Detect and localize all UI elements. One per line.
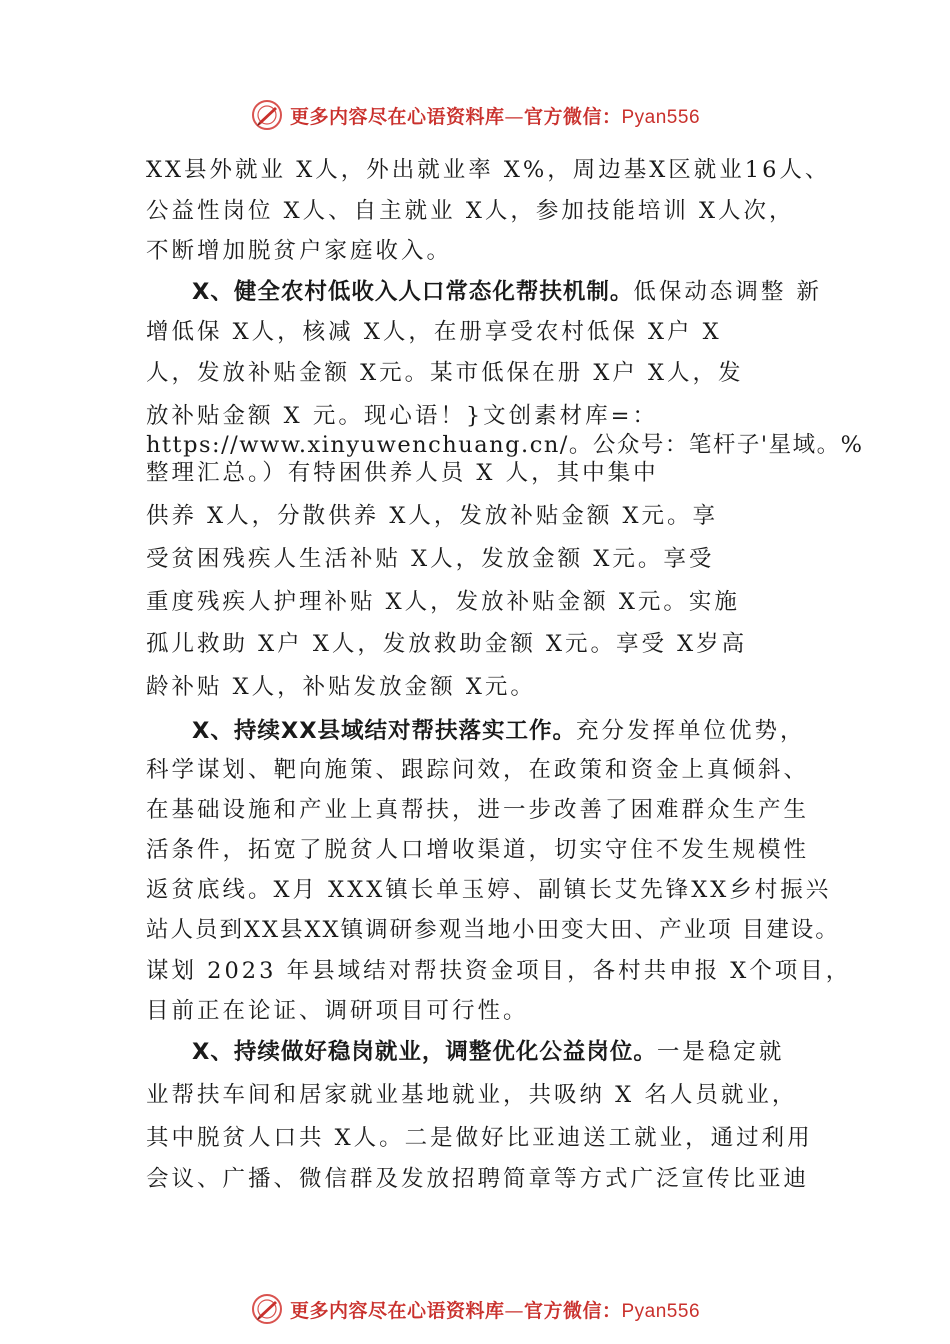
header-banner <box>0 95 950 135</box>
body-line: 孤儿救助 X户 X人，发放救助金额 X元。享受 X岁高 <box>146 631 748 657</box>
section-1-text: 低保动态调整 新 <box>633 279 823 305</box>
body-line-url: https://www.xinyuwenchuang.cn/。公众号：笔杆子'星域。% <box>146 432 864 458</box>
footer-separator: — <box>504 1299 524 1322</box>
header-text <box>290 102 700 129</box>
body-line: 受贫困残疾人生活补贴 X人，发放金额 X元。享受 <box>146 546 715 572</box>
body-line: 谋划 2023 年县域结对帮扶资金项目，各村共申报 X个项目， <box>146 958 852 984</box>
section-2-heading: X、持续XX县域结对帮扶落实工作。 <box>192 718 577 744</box>
footer-brand: 更多内容尽在心语资料库 <box>289 1299 505 1322</box>
body-line: 放补贴金额 X 元。现心语！}文创素材库=： <box>146 403 658 429</box>
body-line: 重度残疾人护理补贴 X人，发放补贴金额 X元。实施 <box>146 589 740 615</box>
brand-logo-icon <box>250 1292 284 1326</box>
body-line: 增低保 X人，核减 X人，在册享受农村低保 X户 X <box>146 319 722 345</box>
header-brand: 更多内容尽在心语资料库 <box>289 105 505 128</box>
section-3-text: 一是稳定就 <box>656 1039 785 1065</box>
section-3-first-line <box>192 1041 784 1064</box>
header-separator: — <box>504 105 524 128</box>
body-line: 业帮扶车间和居家就业基地就业，共吸纳 X 名人员就业， <box>146 1082 798 1108</box>
body-line: 公益性岗位 X人、自主就业 X人，参加技能培训 X人次， <box>146 198 795 224</box>
header-wechat-label: 官方微信： <box>523 105 622 128</box>
body-line: 供养 X人，分散供养 X人，发放补贴金额 X元。享 <box>146 503 719 529</box>
body-line: 整理汇总。）有特困供养人员 X 人，其中集中 <box>146 460 659 486</box>
body-line: 目前正在论证、调研项目可行性。 <box>146 998 529 1024</box>
footer-wechat-id: Pyan556 <box>621 1300 701 1322</box>
section-2-text: 充分发挥单位优势， <box>576 718 806 744</box>
body-line: 在基础设施和产业上真帮扶，进一步改善了困难群众生产生 <box>146 797 810 823</box>
body-line: 返贫底线。X月 XXX镇长单玉婷、副镇长艾先锋XX乡村振兴 <box>146 877 832 903</box>
body-line: 其中脱贫人口共 X人。二是做好比亚迪送工就业，通过利用 <box>146 1125 813 1151</box>
body-line: 不断增加脱贫户家庭收入。 <box>146 238 453 264</box>
body-line: 龄补贴 X人，补贴发放金额 X元。 <box>146 674 536 700</box>
section-3-heading: X、持续做好稳岗就业，调整优化公益岗位。 <box>192 1039 657 1065</box>
body-line: 站人员到XX县XX镇调研参观当地小田变大田、产业项 目建设。 <box>146 917 840 943</box>
body-line: 会议、广播、微信群及发放招聘简章等方式广泛宣传比亚迪 <box>146 1166 810 1192</box>
footer-banner <box>0 1289 950 1329</box>
header-wechat-id: Pyan556 <box>621 106 701 128</box>
footer-wechat-label: 官方微信： <box>523 1299 622 1322</box>
brand-logo-icon <box>250 98 284 132</box>
body-line: 活条件，拓宽了脱贫人口增收渠道，切实守住不发生规模性 <box>146 837 810 863</box>
section-1-first-line <box>192 281 822 304</box>
body-line: 科学谋划、靶向施策、跟踪问效，在政策和资金上真倾斜、 <box>146 757 810 783</box>
section-1-heading: X、健全农村低收入人口常态化帮扶机制。 <box>192 279 634 305</box>
footer-text <box>290 1296 700 1323</box>
body-line: XX县外就业 X人，外出就业率 X%，周边基X区就业16人、 <box>146 157 831 183</box>
section-2-first-line <box>192 720 806 743</box>
body-line: 人，发放补贴金额 X元。某市低保在册 X户 X人，发 <box>146 360 744 386</box>
